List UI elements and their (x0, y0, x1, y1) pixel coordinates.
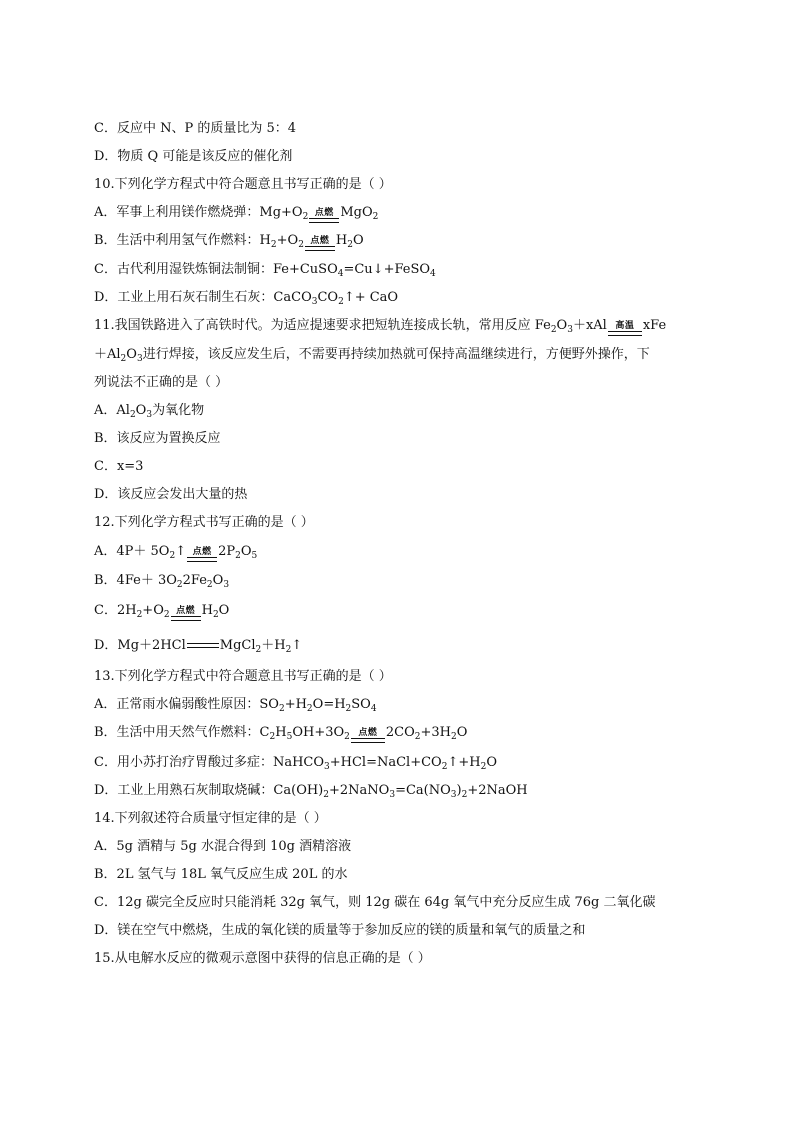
question-13: 13.下列化学方程式中符合题意且书写正确的是（ ） (94, 669, 392, 684)
q13-option-c: C．用小苏打治疗胃酸过多症：$NaHCO_3+HCl=NaCl+CO_2↑+H_2O$ (94, 755, 497, 772)
question-11-line3: 列说法不正确的是（ ） (94, 375, 229, 390)
q13-option-b: B．生活中用天然气作燃料：$C_2H_5OH+3O_2$ 点燃 $2CO_2+3H_2O$ (94, 725, 468, 742)
condition-ignite: 点燃 (351, 728, 385, 743)
q12-option-c: C．$2H_2+O_2$ 点燃 $H_2O$ (94, 603, 230, 620)
q12-option-a: A．$4P+ 5O_2↑$ 点燃 $2P_2O_5$ (94, 544, 258, 561)
q12-option-b: B．$4Fe+ 3O_22Fe_2O_3$ (94, 573, 230, 590)
option-10d-prev: D．物质 Q 可能是该反应的催化剂 (94, 149, 293, 164)
question-14: 14.下列叙述符合质量守恒定律的是（ ） (94, 811, 327, 826)
question-15: 15.从电解水反应的微观示意图中获得的信息正确的是（ ） (94, 951, 431, 966)
condition-ignite: 点燃 (309, 208, 339, 223)
q12-option-d: D．Mg＋2HCl $MgCl_2+H_2↑$ (94, 638, 303, 655)
q13-option-d: D．工业上用熟石灰制取烧碱：$Ca(OH)_2+2NaNO_3=Ca(NO_3)_2+2NaOH$ (94, 783, 528, 800)
condition-hightemp: 高温 (608, 321, 642, 336)
option-10c-prev: C．反应中 N、P 的质量比为 5：4 (94, 121, 297, 136)
question-11-line1: 11.我国铁路进入了高铁时代。为适应提速要求把短轨连接成长轨，常用反应 $Fe_2O_3+xAl$ 高温 xFe (94, 318, 667, 335)
condition-ignite: 点燃 (171, 606, 201, 621)
q10-option-b: B．生活中利用氢气作燃料：$H_2+O_2$ 点燃 $H_2O$ (94, 233, 364, 250)
q14-option-d: D．镁在空气中燃烧，生成的氧化镁的质量等于参加反应的镁的质量和氧气的质量之和 (94, 923, 586, 938)
q10-option-c: C．古代利用湿铁炼铜法制铜：Fe+CuSO$_4$=Cu↓+FeSO$_4$ (94, 262, 436, 279)
q11-option-d: D．该反应会发出大量的热 (94, 487, 248, 502)
q10-option-d: D．工业上用石灰石制生石灰：$CaCO_3CO_2↑+$ CaO (94, 290, 399, 307)
q11-option-a: A．$Al_2O_3$为氧化物 (94, 403, 205, 420)
equation-bar (187, 643, 219, 648)
q11-option-c: C．x=3 (94, 459, 144, 474)
q14-option-a: A．5g 酒精与 5g 水混合得到 10g 酒精溶液 (94, 839, 352, 854)
q14-option-b: B．2L 氢气与 18L 氧气反应生成 20L 的水 (94, 867, 348, 882)
q10-option-a: A．军事上利用镁作燃烧弹：$Mg+O_2$ 点燃 MgO$_2$ (94, 205, 379, 222)
q11-option-b: B．该反应为置换反应 (94, 431, 221, 446)
condition-ignite: 点燃 (187, 547, 217, 562)
question-11-line2: $+Al_2O_3$进行焊接，该反应发生后，不需要再持续加热就可保持高温继续进行，方便野外操作，下 (94, 347, 650, 364)
q13-option-a: A．正常雨水偏弱酸性原因：$SO_2+H_2O=H_2SO_4$ (94, 697, 377, 714)
q14-option-c: C．12g 碳完全反应时只能消耗 32g 氧气，则 12g 碳在 64g 氧气中充分反应生成 76g 二氧化碳 (94, 895, 656, 910)
question-12: 12.下列化学方程式书写正确的是（ ） (94, 515, 314, 530)
question-10: 10.下列化学方程式中符合题意且书写正确的是（ ） (94, 177, 392, 192)
condition-ignite: 点燃 (305, 236, 335, 251)
